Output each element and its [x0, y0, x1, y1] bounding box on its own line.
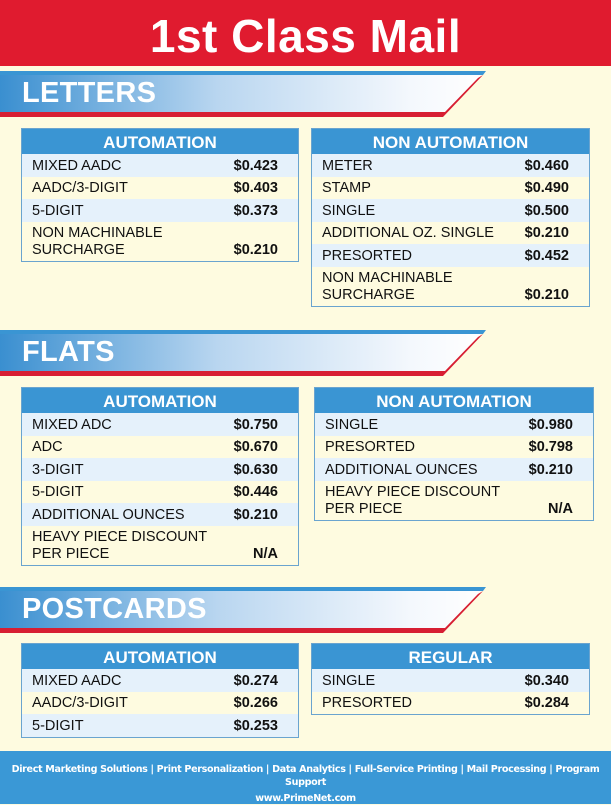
footer-services: Direct Marketing Solutions | Print Personalization | Data Analytics | Full-Service Printing | Mail Processing | Program Support: [11, 764, 600, 788]
rate-value: $0.210: [524, 225, 569, 241]
rate-table-postcards-regular: [311, 643, 590, 715]
section-banner-postcards: [0, 587, 611, 633]
rate-table-letters-non-automation: [311, 128, 590, 307]
table-row: [312, 154, 589, 177]
table-header: AUTOMATION: [22, 644, 298, 669]
rate-value: $0.750: [233, 416, 278, 433]
rate-value: $0.460: [524, 157, 569, 174]
rate-table-letters-automation: [21, 128, 299, 262]
rate-label: SINGLE: [325, 416, 379, 433]
table-row: [22, 481, 298, 504]
table-row: [312, 199, 589, 222]
rate-label: NON MACHINABLE SURCHARGE: [32, 224, 163, 258]
rate-value: $0.284: [524, 695, 569, 711]
table-row: [312, 669, 589, 692]
table-row: [22, 413, 298, 436]
footer: [0, 751, 611, 804]
table-row: [312, 267, 589, 306]
table-row: [22, 458, 298, 481]
table-header: REGULAR: [312, 644, 589, 669]
rate-value: $0.423: [233, 157, 278, 174]
table-row: [312, 244, 589, 267]
table-row: [22, 526, 298, 565]
rate-value: $0.340: [524, 672, 569, 689]
rate-value: $0.490: [524, 180, 569, 196]
rate-value: $0.210: [233, 506, 278, 523]
rate-value: $0.980: [528, 416, 573, 433]
rate-label: SINGLE: [322, 202, 376, 219]
table-row: [315, 413, 593, 436]
rate-label: 3-DIGIT: [32, 461, 84, 478]
rate-value: N/A: [253, 545, 278, 562]
rate-table-flats-non-automation: [314, 387, 594, 521]
rate-label: ADDITIONAL OUNCES: [325, 461, 478, 478]
rate-label: 5-DIGIT: [32, 484, 84, 500]
table-row: [22, 177, 298, 200]
rate-label: ADDITIONAL OUNCES: [32, 506, 185, 523]
table-header: AUTOMATION: [22, 129, 298, 154]
table-row: [312, 177, 589, 200]
rate-label: STAMP: [322, 180, 371, 196]
table-row: [22, 692, 298, 715]
rate-label: HEAVY PIECE DISCOUNT PER PIECE: [325, 483, 500, 517]
rate-value: $0.253: [233, 717, 278, 734]
rate-value: $0.630: [233, 461, 278, 478]
rate-table-postcards-automation: [21, 643, 299, 738]
rate-label: ADC: [32, 439, 63, 455]
table-row: [315, 481, 593, 520]
section-title: FLATS: [22, 336, 115, 368]
rate-value: $0.210: [233, 241, 278, 258]
table-row: [22, 503, 298, 526]
rate-label: NON MACHINABLE SURCHARGE: [322, 269, 453, 303]
section-title: LETTERS: [22, 77, 157, 109]
rate-label: 5-DIGIT: [32, 717, 84, 734]
rate-label: MIXED AADC: [32, 672, 122, 689]
table-row: [22, 714, 298, 737]
rate-label: PRESORTED: [322, 247, 412, 264]
rate-label: MIXED AADC: [32, 157, 122, 174]
rate-label: ADDITIONAL OZ. SINGLE: [322, 225, 494, 241]
footer-website-link[interactable]: www.PrimeNet.com: [255, 793, 356, 804]
rate-label: AADC/3-DIGIT: [32, 695, 128, 711]
rate-value: $0.266: [233, 695, 278, 711]
rate-label: AADC/3-DIGIT: [32, 180, 128, 196]
page-title: 1st Class Mail: [0, 0, 611, 66]
rate-table-flats-automation: [21, 387, 299, 566]
table-header: AUTOMATION: [22, 388, 298, 413]
table-row: [22, 669, 298, 692]
rate-label: 5-DIGIT: [32, 202, 84, 219]
rate-value: $0.274: [233, 672, 278, 689]
table-row: [312, 692, 589, 715]
rate-value: $0.798: [528, 439, 573, 455]
rate-value: N/A: [548, 500, 573, 517]
rate-value: $0.446: [233, 484, 278, 500]
rate-value: $0.210: [528, 461, 573, 478]
rate-label: METER: [322, 157, 373, 174]
table-header: NON AUTOMATION: [315, 388, 593, 413]
rate-label: MIXED ADC: [32, 416, 112, 433]
section-banner-letters: [0, 71, 611, 117]
rate-value: $0.210: [524, 286, 569, 303]
rate-value: $0.670: [233, 439, 278, 455]
rate-value: $0.373: [233, 202, 278, 219]
section-banner-flats: [0, 330, 611, 376]
table-row: [22, 222, 298, 261]
table-row: [312, 222, 589, 245]
table-row: [22, 154, 298, 177]
rate-value: $0.403: [233, 180, 278, 196]
table-header: NON AUTOMATION: [312, 129, 589, 154]
rate-value: $0.500: [524, 202, 569, 219]
rate-label: PRESORTED: [322, 695, 412, 711]
table-row: [315, 436, 593, 459]
table-row: [22, 199, 298, 222]
table-row: [315, 458, 593, 481]
section-title: POSTCARDS: [22, 593, 207, 625]
rate-value: $0.452: [524, 247, 569, 264]
table-row: [22, 436, 298, 459]
rate-label: HEAVY PIECE DISCOUNT PER PIECE: [32, 528, 207, 562]
rate-label: SINGLE: [322, 672, 376, 689]
rate-label: PRESORTED: [325, 439, 415, 455]
